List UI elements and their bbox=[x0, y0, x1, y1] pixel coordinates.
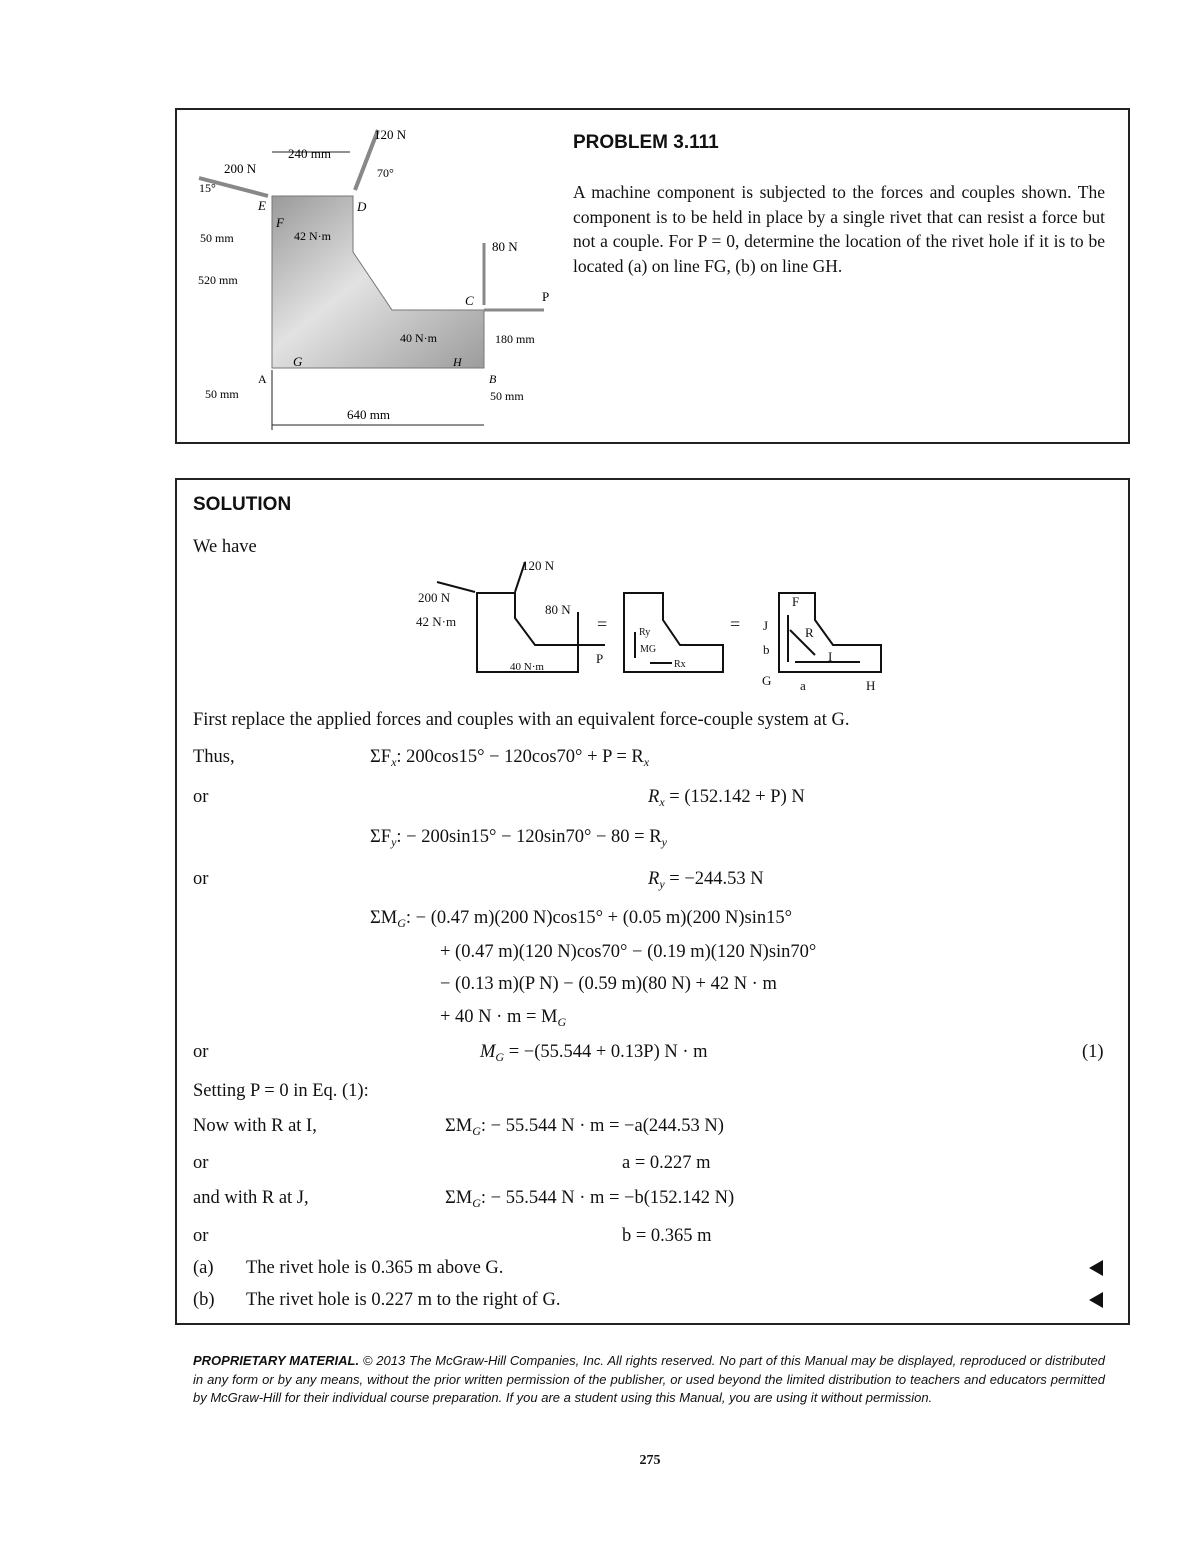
thus-label: Thus, bbox=[193, 747, 235, 767]
svg-text:520 mm: 520 mm bbox=[198, 273, 238, 287]
svg-text:80 N: 80 N bbox=[545, 602, 571, 617]
svg-text:Rx: Rx bbox=[674, 659, 686, 670]
eq-mg-i: $\Sigma M_G$: − 55.544 N · m = −a(244.53 N) bbox=[445, 1116, 724, 1138]
svg-text:40 N·m: 40 N·m bbox=[400, 331, 437, 345]
svg-text:G: G bbox=[762, 673, 772, 688]
svg-text:240 mm: 240 mm bbox=[288, 146, 331, 161]
or-label: or bbox=[193, 1042, 209, 1062]
eq-sum-fx: $\Sigma F_x$: $200\cos 15^\circ - 120\cos 70^\circ + P = R_x$ bbox=[370, 747, 650, 769]
eq-sum-mg-1: $\Sigma M_G$: − (0.47 m)(200 N)cos15° + (0.05 m)(200 N)sin15° bbox=[370, 908, 792, 930]
svg-text:50 mm: 50 mm bbox=[205, 387, 239, 401]
svg-text:200 N: 200 N bbox=[224, 161, 257, 176]
svg-text:80 N: 80 N bbox=[492, 239, 518, 254]
problem-figure bbox=[182, 115, 562, 437]
answer-a: The rivet hole is 0.365 m above G. bbox=[246, 1258, 504, 1278]
svg-text:P: P bbox=[596, 651, 604, 666]
svg-text:640 mm: 640 mm bbox=[347, 407, 390, 422]
or-label: or bbox=[193, 787, 209, 807]
svg-text:70°: 70° bbox=[377, 166, 394, 180]
intro-text: First replace the applied forces and couples with an equivalent force-couple system at G. bbox=[193, 710, 850, 730]
eq-sum-mg-2: + (0.47 m)(120 N)cos70° − (0.19 m)(120 N)sin70° bbox=[440, 942, 817, 962]
svg-text:42 N·m: 42 N·m bbox=[294, 229, 331, 243]
svg-text:180 mm: 180 mm bbox=[495, 332, 535, 346]
svg-text:B: B bbox=[489, 372, 497, 386]
svg-text:C: C bbox=[465, 293, 474, 308]
svg-text:J: J bbox=[763, 618, 769, 633]
svg-text:E: E bbox=[258, 198, 266, 213]
solution-title: SOLUTION bbox=[193, 494, 292, 515]
result-a: a = 0.227 m bbox=[622, 1153, 711, 1173]
and-with-r-at-j: and with R at J, bbox=[193, 1188, 309, 1208]
svg-text:200 N: 200 N bbox=[418, 590, 451, 605]
svg-text:42 N·m: 42 N·m bbox=[416, 614, 457, 629]
eq-rx: $R_x = (152.142 + P)$ N bbox=[648, 787, 805, 809]
answer-b: The rivet hole is 0.227 m to the right of G. bbox=[246, 1290, 561, 1310]
component-shape bbox=[272, 196, 484, 368]
svg-text:H: H bbox=[866, 678, 876, 693]
svg-text:H: H bbox=[453, 355, 462, 369]
svg-text:G: G bbox=[293, 354, 303, 369]
svg-text:MG: MG bbox=[640, 644, 657, 655]
svg-text:=: = bbox=[730, 614, 741, 634]
eq-mg: $M_G = -(55.544 + 0.13P) N \cdot m$ bbox=[480, 1042, 708, 1064]
problem-statement: A machine component is subjected to the forces and couples shown. The component is to be held in place by a single rivet that can resist a force but not a couple. For P = 0, determine the location of the rivet hole if it is to be located (a) on line FG, (b) on line GH. bbox=[573, 182, 1105, 276]
svg-text:120 N: 120 N bbox=[374, 127, 407, 142]
svg-text:=: = bbox=[597, 614, 608, 634]
svg-text:15°: 15° bbox=[199, 181, 216, 195]
svg-text:F: F bbox=[276, 215, 284, 230]
eq-sum-mg-4: + 40 $N \cdot m = M_G$ bbox=[440, 1007, 567, 1029]
svg-text:50 mm: 50 mm bbox=[200, 231, 234, 245]
problem-box bbox=[175, 108, 1130, 444]
svg-text:I: I bbox=[828, 649, 833, 664]
now-with-r-at-i: Now with R at I, bbox=[193, 1116, 317, 1136]
answer-b-tag: (b) bbox=[193, 1290, 215, 1310]
eq-ry: $R_y = -244.53$ N bbox=[648, 869, 764, 891]
or-label: or bbox=[193, 869, 209, 889]
svg-text:D: D bbox=[357, 199, 367, 214]
eq-mg-j: $\Sigma M_G$: − 55.544 N · m = −b(152.142 N) bbox=[445, 1188, 735, 1210]
eq-sum-fy: $\Sigma F_y$: − $200\sin 15^\circ - 120\sin 70^\circ - 80 = R_y$ bbox=[370, 827, 667, 849]
or-label: or bbox=[193, 1226, 209, 1246]
answer-marker-icon bbox=[1089, 1292, 1103, 1308]
copyright-notice: PROPRIETARY MATERIAL. © 2013 The McGraw-Hill Companies, Inc. All rights reserved. No part of this Manual may be displayed, reproduced or distributed in any form or by any means, without the prior written permission of the publisher, or used beyond the limited distribution to teachers and educators permitted by McGraw-Hill for their individual course preparation. If you are a student using this Manual, you are using it without permission. bbox=[193, 1353, 1105, 1405]
answer-a-tag: (a) bbox=[193, 1258, 214, 1278]
solution-sketch bbox=[400, 550, 900, 700]
result-b: b = 0.365 m bbox=[622, 1226, 712, 1246]
svg-text:50 mm: 50 mm bbox=[490, 389, 524, 403]
svg-text:Ry: Ry bbox=[639, 627, 651, 638]
equation-number: (1) bbox=[1082, 1042, 1104, 1062]
svg-text:F: F bbox=[792, 594, 800, 609]
svg-text:R: R bbox=[805, 625, 814, 640]
svg-text:P: P bbox=[542, 289, 550, 304]
setting-text: Setting P = 0 in Eq. (1): bbox=[193, 1081, 369, 1101]
we-have: We have bbox=[193, 537, 257, 557]
svg-text:b: b bbox=[763, 642, 770, 657]
svg-text:a: a bbox=[800, 678, 806, 693]
or-label: or bbox=[193, 1153, 209, 1173]
svg-text:A: A bbox=[258, 372, 267, 386]
svg-text:120 N: 120 N bbox=[522, 558, 555, 573]
eq-sum-mg-3: − (0.13 m)(P N) − (0.59 m)(80 N) + 42 N · m bbox=[440, 974, 777, 994]
svg-text:40 N·m: 40 N·m bbox=[510, 661, 544, 673]
answer-marker-icon bbox=[1089, 1260, 1103, 1276]
problem-title: PROBLEM 3.111 bbox=[573, 132, 719, 153]
page-number: 275 bbox=[639, 1453, 661, 1468]
